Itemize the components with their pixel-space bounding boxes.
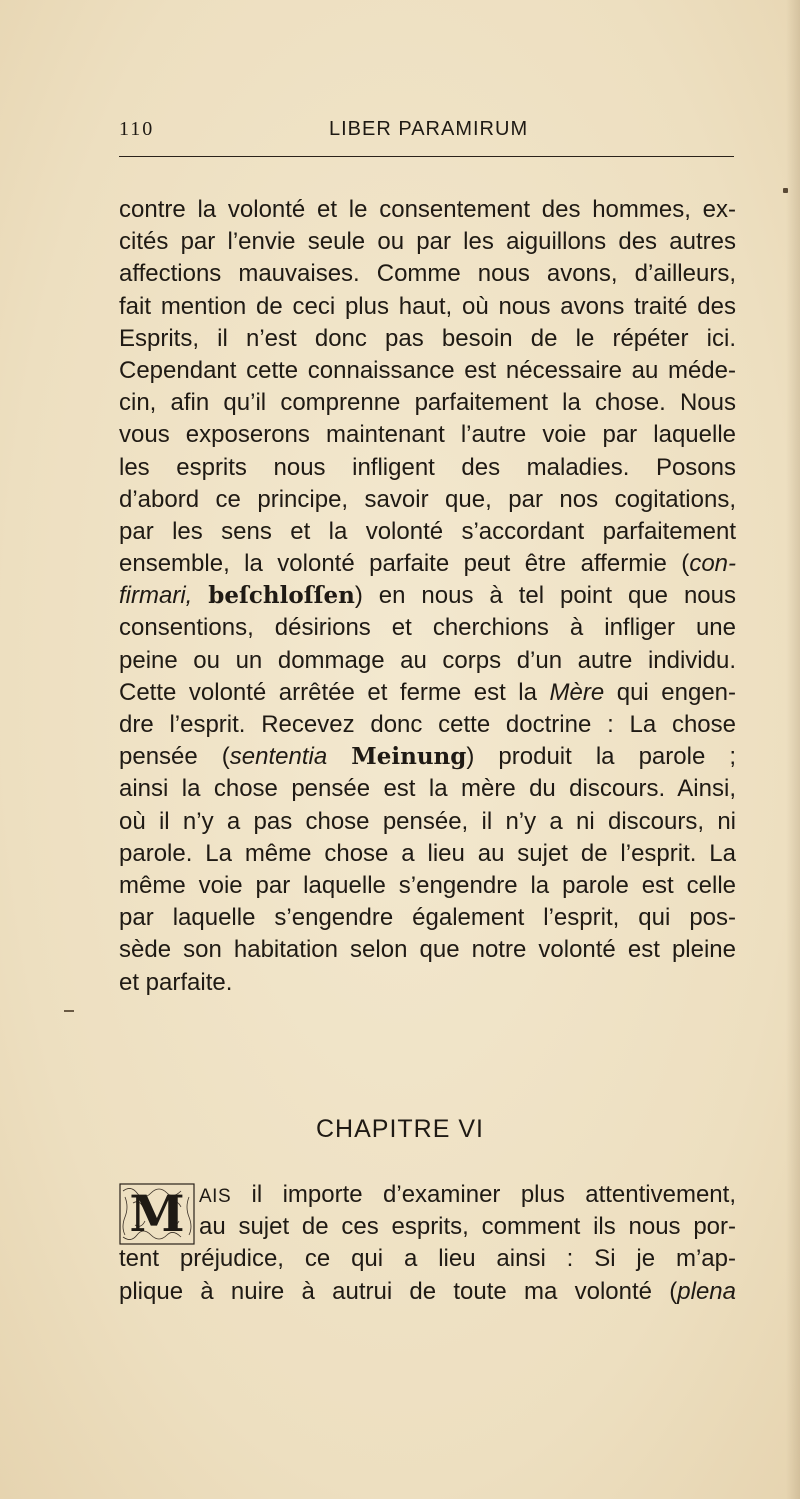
text-line [119, 1276, 736, 1308]
dropcap-letter: M [129, 1184, 185, 1243]
text-segment: plique à nuire à autrui de toute ma volonté ( [119, 1277, 678, 1305]
text-line [119, 580, 736, 612]
text-segment: ) produit la parole ; [466, 743, 737, 771]
text-line [119, 548, 736, 580]
german-term: beſchloſſen [208, 582, 355, 610]
italic-term: con- [689, 550, 736, 578]
chapter-title: CHAPITRE VI [316, 1115, 484, 1143]
smallcaps-opening: AIS [199, 1186, 232, 1207]
text-line: sède son habitation selon que notre volonté est pleine [119, 936, 736, 964]
text-line: cités par l’envie seule ou par les aiguillons des autres [119, 228, 736, 256]
text-line: même voie par laquelle s’engendre la parole est celle [119, 871, 736, 899]
page-header [119, 118, 739, 146]
italic-term: sententia [229, 743, 328, 771]
text-line: au sujet de ces esprits, comment ils nous por- [199, 1213, 736, 1241]
running-title: LIBER PARAMIRUM [329, 118, 529, 140]
text-segment: il importe d’examiner plus attentivement, [231, 1181, 736, 1208]
text-line: peine ou un dommage au corps d’un autre individu. [119, 646, 736, 674]
text-line: par laquelle s’engendre également l’esprit, qui pos- [119, 904, 736, 932]
text-line: par les sens et la volonté s’accordant parfaitement [119, 517, 736, 545]
chapter-text [119, 1179, 736, 1308]
text-line: les esprits nous infligent des maladies. Posons [119, 453, 736, 481]
text-line: où il n’y a pas chose pensée, il n’y a ni discours, ni [119, 807, 736, 835]
text-line: ainsi la chose pensée est la mère du discours. Ainsi, [119, 775, 736, 803]
text-line [119, 677, 736, 709]
text-line: consentions, désirions et cherchions à infliger une [119, 614, 736, 642]
page-edge-shadow [786, 0, 800, 1499]
german-term: Meinung [351, 743, 467, 771]
text-segment: ) en nous à tel point que nous [354, 582, 737, 610]
text-line: affections mauvaises. Comme nous avons, d’ailleurs, [119, 260, 736, 288]
margin-mark [64, 1010, 74, 1012]
header-rule [119, 156, 734, 157]
text-line: cin, afin qu’il comprenne parfaitement la chose. Nous [119, 389, 736, 417]
text-line: dre l’esprit. Recevez donc cette doctrine : La chose [119, 711, 736, 738]
text-line [119, 1179, 736, 1211]
text-line [119, 741, 736, 773]
text-line: fait mention de ceci plus haut, où nous avons traité des [119, 292, 736, 320]
italic-term: firmari, [119, 582, 193, 610]
text-segment: Cette volonté arrêtée et ferme est la [119, 678, 550, 706]
page-number: 110 [119, 118, 155, 140]
text-line: vous exposerons maintenant l’autre voie par laquelle [119, 421, 736, 449]
text-line: contre la volonté et le consentement des hommes, ex- [119, 196, 736, 223]
text-line: Esprits, il n’est donc pas besoin de le répéter ici. [119, 324, 736, 352]
text-line: tent préjudice, ce qui a lieu ainsi : Si je m’ap- [119, 1245, 736, 1273]
text-line: parole. La même chose a lieu au sujet de l’esprit. La [119, 839, 736, 867]
body-text [119, 194, 736, 999]
text-line: et parfaite. [119, 968, 233, 996]
text-line: d’abord ce principe, savoir que, par nos cogitations, [119, 485, 736, 513]
text-segment: pensée ( [119, 743, 230, 771]
text-line: Cependant cette connaissance est nécessaire au méde- [119, 356, 736, 384]
margin-mark [783, 188, 788, 193]
text-segment: ensemble, la volonté parfaite peut être affermie ( [119, 550, 690, 578]
italic-term: Mère [549, 678, 605, 706]
italic-term: plena [677, 1277, 736, 1305]
text-segment: qui engen- [604, 678, 737, 706]
